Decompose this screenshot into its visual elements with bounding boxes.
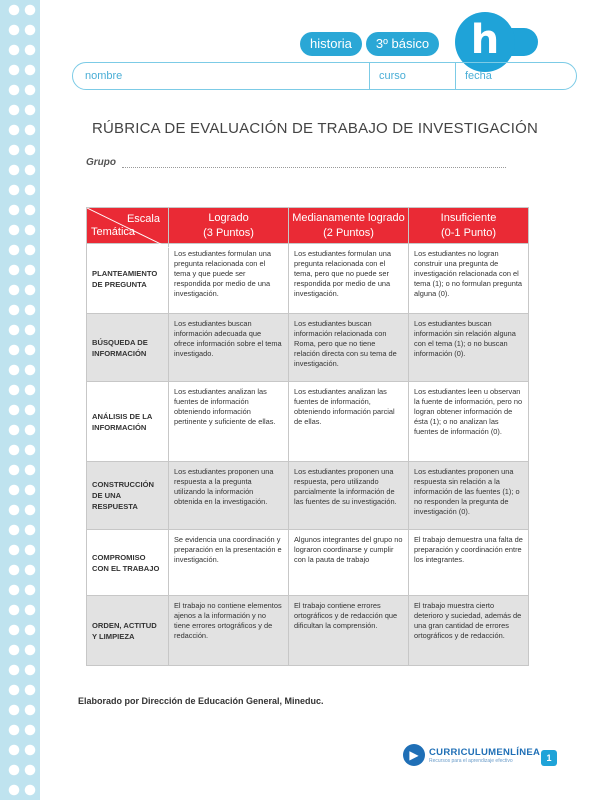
table-cell: Los estudiantes formulan una pregunta relacionada con el tema, pero que no puede ser respondida por medio de una investigación. [289,244,409,314]
row-topic: ORDEN, ACTITUD Y LIMPIEZA [87,596,169,666]
table-cell: Los estudiantes analizan las fuentes de información obteniendo información pertinente y suficiente de ellas. [169,382,289,462]
column-header [409,208,529,244]
table-cell: Los estudiantes proponen una respuesta a la pregunta utilizando la información obtenida en la investigación. [169,462,289,530]
table-cell: El trabajo muestra cierto deterioro y suciedad, además de una gran cantidad de errores ortográficos y de redacción. [409,596,529,666]
page-title: RÚBRICA DE EVALUACIÓN DE TRABAJO DE INVESTIGACIÓN [91,120,538,137]
table-row [87,314,529,382]
table-cell: Se evidencia una coordinación y preparación en la presentación e investigación. [169,530,289,596]
rubric-table [86,207,529,666]
column-points: (2 Puntos) [323,226,374,239]
table-cell: Los estudiantes buscan información relacionada con Roma, pero que no tiene relación directa con su tema de investigación. [289,314,409,382]
row-topic: ANÁLISIS DE LA INFORMACIÓN [87,382,169,462]
column-header [169,208,289,244]
table-cell: Los estudiantes leen u observan la fuente de información, pero no logran obtener información de ésta (1); o no analizan las fuentes de información (0). [409,382,529,462]
page-number: 1 [541,750,557,766]
column-name: Logrado [208,211,249,224]
table-cell: Los estudiantes formulan una pregunta relacionada con el tema y que puede ser respondida por medio de una investigación. [169,244,289,314]
table-row [87,462,529,530]
table-cell: Los estudiantes analizan las fuentes de información, obteniendo información parcial de ellas. [289,382,409,462]
row-topic: PLANTEAMIENTO DE PREGUNTA [87,244,169,314]
name-field-label[interactable]: nombre [85,70,123,82]
group-line[interactable] [122,159,506,168]
brand-name: CURRICULUMENLÍNEA [429,746,541,758]
divider [369,63,370,89]
column-points: (0-1 Punto) [440,226,497,239]
row-topic: COMPROMISO CON EL TRABAJO [87,530,169,596]
table-cell: Algunos integrantes del grupo no lograron coordinarse y cumplir con la pauta de trabajo [289,530,409,596]
student-info-bar [72,62,577,90]
table-cell: El trabajo contiene errores ortográficos y de redacción que dificultan la comprensión. [289,596,409,666]
corner-cell [87,208,169,244]
table-cell: Los estudiantes buscan información sin relación alguna con el tema (1); o no buscan información (0). [409,314,529,382]
course-field-label[interactable]: curso [379,70,406,82]
level-badge: 3º básico [366,32,439,56]
table-row [87,596,529,666]
table-row [87,530,529,596]
column-name: Medianamente logrado [292,211,405,224]
column-points: (3 Puntos) [203,226,254,239]
subject-header [300,31,443,57]
scale-label: Escala [126,213,160,225]
table-row [87,382,529,462]
group-label: Grupo [86,157,116,168]
theme-label: Temática [91,226,136,238]
divider [455,63,456,89]
table-row [87,244,529,314]
column-name: Insuficiente [440,211,497,224]
table-header-row [87,208,529,244]
row-topic: BÚSQUEDA DE INFORMACIÓN [87,314,169,382]
play-arrow-icon: ▶ [403,744,425,766]
row-topic: CONSTRUCCIÓN DE UNA RESPUESTA [87,462,169,530]
table-cell: El trabajo demuestra una falta de preparación y coordinación entre los integrantes. [409,530,529,596]
logo-h-icon: h [455,12,515,72]
table-cell: Los estudiantes proponen una respuesta sin relación a la información de las fuentes (1); o no responden la pregunta de investigación (0). [409,462,529,530]
group-field[interactable] [86,157,506,168]
table-cell: El trabajo no contiene elementos ajenos a la información y no tiene errores ortográficos y de redacción. [169,596,289,666]
column-header [289,208,409,244]
brand-logo[interactable] [403,744,540,766]
table-cell: Los estudiantes buscan información adecuada que ofrece información sobre el tema investigado. [169,314,289,382]
table-cell: Los estudiantes no logran construir una pregunta de investigación relacionada con el tema (1); o no formulan pregunta alguna (0). [409,244,529,314]
binder-spiral [0,0,40,800]
date-field-label[interactable]: fecha [465,70,492,82]
table-cell: Los estudiantes proponen una respuesta, pero utilizando parcialmente la información de las fuentes de su investigación. [289,462,409,530]
subject-badge: historia [300,32,362,56]
credit-note: Elaborado por Dirección de Educación General, Mineduc. [78,696,324,706]
brand-tagline: Recursos para el aprendizaje efectivo [429,757,513,764]
